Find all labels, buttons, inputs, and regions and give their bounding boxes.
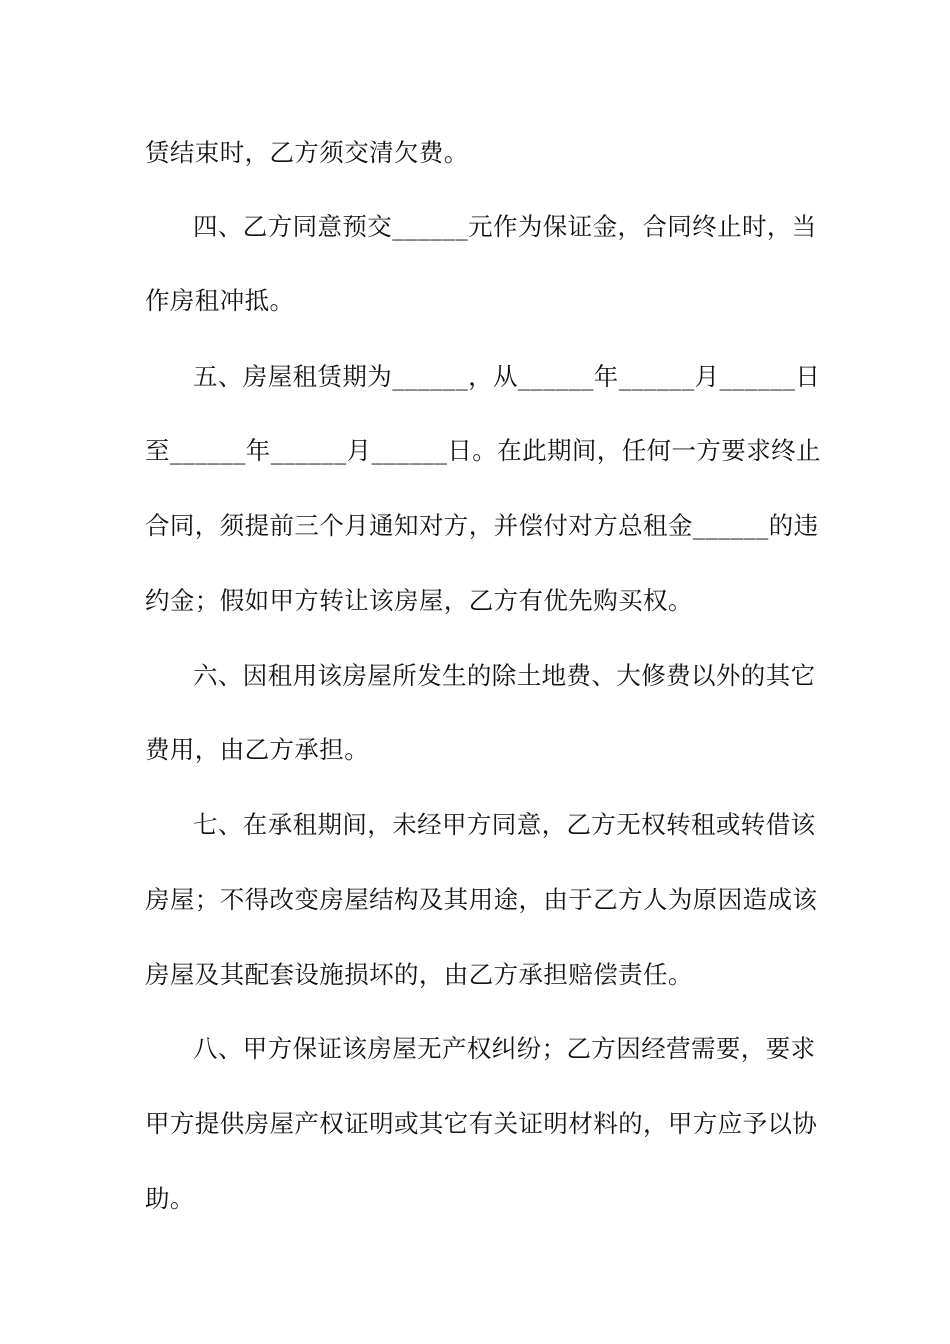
clause-8-line: 八、甲方保证该房屋无产权纠纷；乙方因经营需要，要求	[193, 1034, 816, 1063]
text-line: 作房租冲抵。	[145, 286, 295, 315]
text-line: 费用，由乙方承担。	[145, 735, 370, 764]
clause-4-line: 四、乙方同意预交______元作为保证金，合同终止时，当	[193, 212, 817, 241]
clause-5-line: 五、房屋租赁期为______，从______年______月______日	[193, 362, 821, 391]
text-line: 房屋；不得改变房屋结构及其用途，由于乙方人为原因造成该	[145, 885, 818, 914]
text-line: 约金；假如甲方转让该房屋，乙方有优先购买权。	[145, 586, 693, 615]
clause-6-line: 六、因租用该房屋所发生的除土地费、大修费以外的其它	[193, 661, 816, 690]
text-line: 至______年______月______日。在此期间，任何一方要求终止	[145, 436, 821, 465]
text-line: 赁结束时，乙方须交清欠费。	[145, 138, 469, 167]
text-line: 甲方提供房屋产权证明或其它有关证明材料的，甲方应予以协	[145, 1109, 818, 1138]
text-line: 房屋及其配套设施损坏的，由乙方承担赔偿责任。	[145, 960, 693, 989]
text-line: 助。	[145, 1184, 195, 1213]
text-line: 合同，须提前三个月通知对方，并偿付对方总租金______的违	[145, 511, 819, 540]
clause-7-line: 七、在承租期间，未经甲方同意，乙方无权转租或转借该	[193, 810, 816, 839]
